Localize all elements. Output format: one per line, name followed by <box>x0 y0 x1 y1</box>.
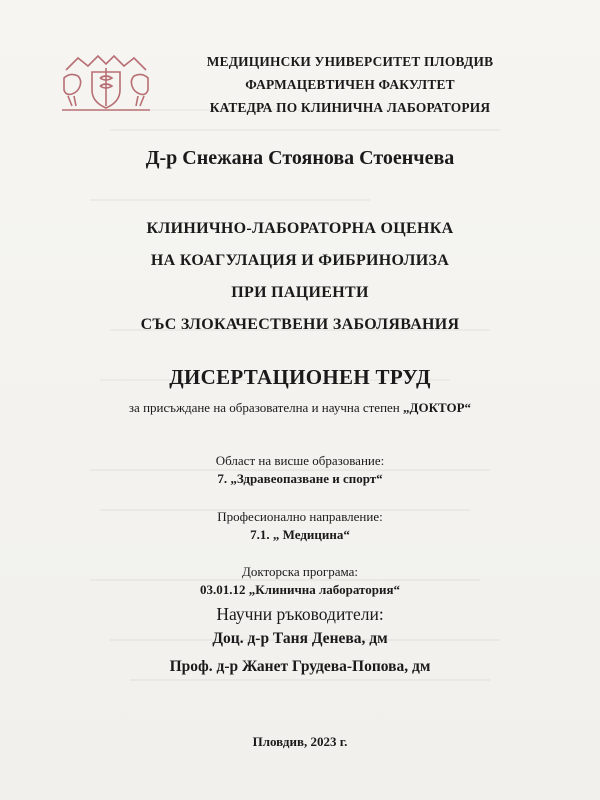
department-name: КАТЕДРА ПО КЛИНИЧНА ЛАБОРАТОРИЯ <box>209 100 491 115</box>
degree-purpose <box>0 400 600 416</box>
field-label: Област на висше образование: <box>215 453 385 468</box>
degree-name: „ДОКТОР“ <box>403 400 472 415</box>
title-line: КЛИНИЧНО-ЛАБОРАТОРНА ОЦЕНКА <box>146 220 454 237</box>
dissertation-title <box>0 213 600 341</box>
university-seal-logo <box>58 52 154 116</box>
direction-value: 7.1. „ Медицина“ <box>250 527 350 542</box>
place-and-year: Пловдив, 2023 г. <box>252 734 348 749</box>
direction-block <box>0 508 600 544</box>
document-type: ДИСЕРТАЦИОНЕН ТРУД <box>169 365 431 389</box>
institution-header <box>160 50 540 119</box>
supervisors-heading: Научни ръководители: <box>216 604 384 624</box>
title-line: НА КОАГУЛАЦИЯ И ФИБРИНОЛИЗА <box>150 252 450 269</box>
supervisor-name: Проф. д-р Жанет Грудева-Попова, дм <box>169 658 431 675</box>
program-value: 03.01.12 „Клинична лаборатория“ <box>200 582 400 597</box>
faculty-name: ФАРМАЦЕВТИЧЕН ФАКУЛТЕТ <box>245 77 455 92</box>
title-line: СЪС ЗЛОКАЧЕСТВЕНИ ЗАБОЛЯВАНИЯ <box>140 316 460 333</box>
author-name: Д-р Снежана Стоянова Стоенчева <box>145 147 455 169</box>
supervisor-name: Доц. д-р Таня Денева, дм <box>212 630 388 647</box>
field-value: 7. „Здравеопазване и спорт“ <box>217 471 383 486</box>
purpose-text: за присъждане на образователна и научна степен <box>128 400 400 415</box>
program-label: Докторска програма: <box>241 564 358 579</box>
program-block <box>0 563 600 599</box>
title-line: ПРИ ПАЦИЕНТИ <box>231 284 369 301</box>
direction-label: Професионално направление: <box>217 509 383 524</box>
field-block <box>0 452 600 488</box>
university-name: МЕДИЦИНСКИ УНИВЕРСИТЕТ ПЛОВДИВ <box>206 54 494 69</box>
